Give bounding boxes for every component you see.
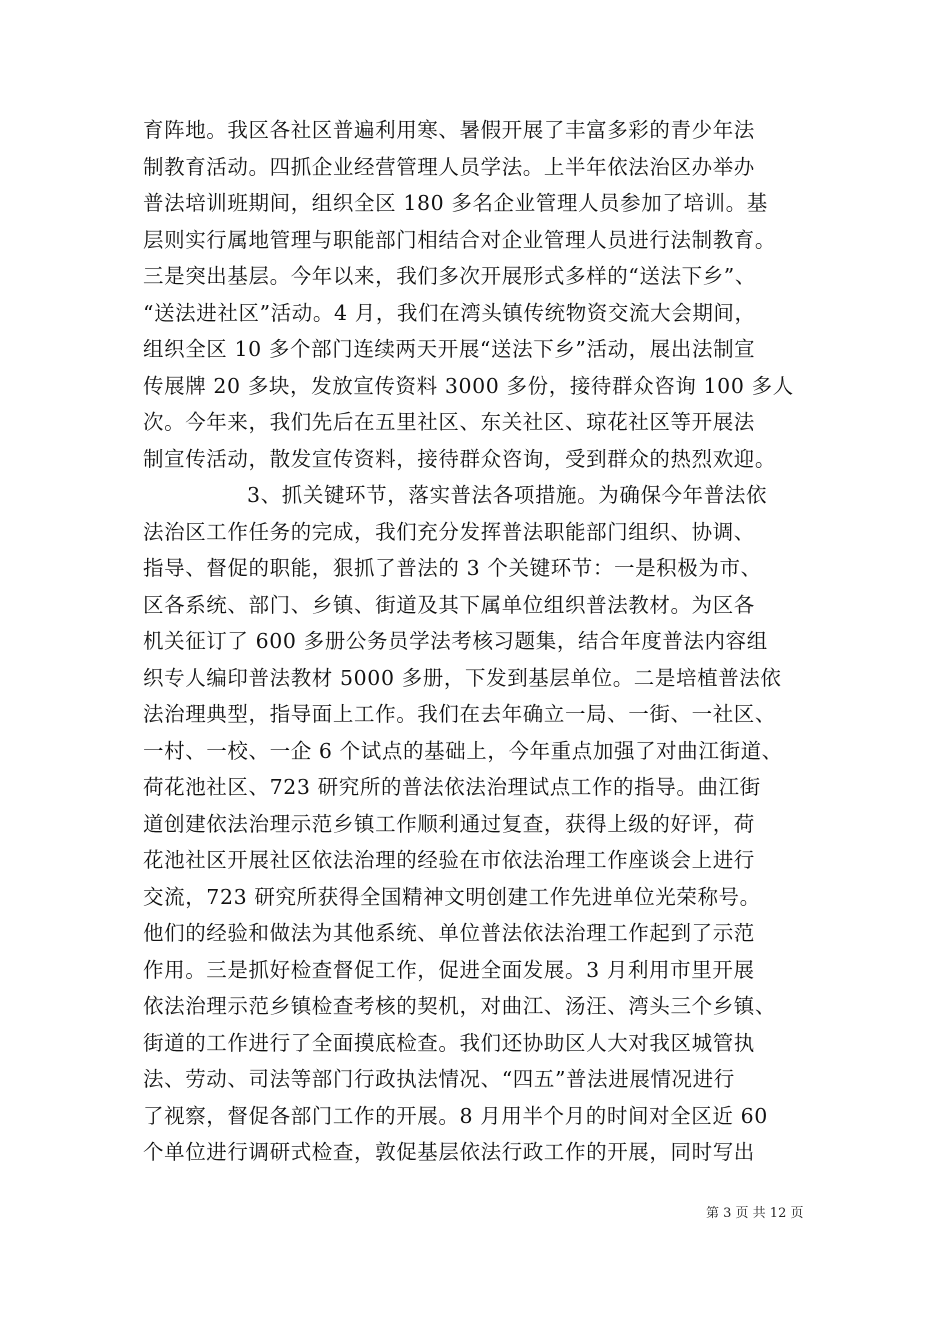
text-line: 交流，723 研究所获得全国精神文明创建工作先进单位光荣称号。	[143, 884, 761, 909]
text-line: 街道的工作进行了全面摸底检查。我们还协助区人大对我区城管执	[143, 1030, 755, 1055]
text-line: 法治理典型，指导面上工作。我们在去年确立一局、一街、一社区、	[143, 702, 776, 726]
text-line: 法治区工作任务的完成，我们充分发挥普法职能部门组织、协调、	[143, 519, 755, 544]
text-line: 一村、一校、一企 6 个试点的基础上，今年重点加强了对曲江街道、	[143, 738, 783, 763]
text-line: 个单位进行调研式检查，敦促基层依法行政工作的开展，同时写出	[143, 1140, 755, 1164]
text-line: 区各系统、部门、乡镇、街道及其下属单位组织普法教材。为区各	[143, 592, 755, 617]
text-line: 机关征订了 600 多册公务员学法考核习题集，结合年度普法内容组	[143, 629, 768, 653]
text-line: 道创建依法治理示范乡镇工作顺利通过复查，获得上级的好评，荷	[143, 811, 755, 836]
text-line: 育阵地。我区各社区普遍利用寒、暑假开展了丰富多彩的青少年法	[143, 118, 755, 142]
text-line: 了视察，督促各部门工作的开展。8 月用半个月的时间对全区近 60	[143, 1103, 768, 1128]
text-line: 次。今年来，我们先后在五里社区、东关社区、琼花社区等开展法	[143, 410, 755, 434]
text-line: 普法培训班期间，组织全区 180 多名企业管理人员参加了培训。基	[143, 191, 768, 215]
text-line: 制教育活动。四抓企业经营管理人员学法。上半年依法治区办举办	[143, 154, 755, 179]
body-text	[143, 112, 809, 1171]
text-line: 三是突出基层。今年以来，我们多次开展形式多样的“送法下乡”、	[143, 264, 756, 288]
text-line: 荷花池社区、723 研究所的普法依法治理试点工作的指导。曲江街	[143, 775, 761, 799]
page-number-footer: 第 3 页 共 12 页	[706, 1206, 804, 1221]
text-line: 依法治理示范乡镇检查考核的契机，对曲江、汤汪、湾头三个乡镇、	[143, 994, 776, 1018]
text-line: “送法进社区”活动。4 月，我们在湾头镇传统物资交流大会期间，	[143, 300, 756, 325]
text-line: 层则实行属地管理与职能部门相结合对企业管理人员进行法制教育。	[143, 227, 776, 252]
text-line: 织专人编印普法教材 5000 多册，下发到基层单位。二是培植普法依	[143, 665, 782, 690]
text-line: 法、劳动、司法等部门行政执法情况、“四五”普法进展情况进行	[143, 1067, 735, 1091]
text-line: 花池社区开展社区依法治理的经验在市依法治理工作座谈会上进行	[143, 848, 755, 872]
text-line: 作用。三是抓好检查督促工作，促进全面发展。3 月利用市里开展	[143, 957, 755, 982]
text-line: 指导、督促的职能，狠抓了普法的 3 个关键环节：一是积极为市、	[143, 556, 762, 580]
text-line: 组织全区 10 多个部门连续两天开展“送法下乡”活动，展出法制宣	[143, 337, 756, 361]
text-line: 他们的经验和做法为其他系统、单位普法依法治理工作起到了示范	[143, 921, 755, 945]
text-line: 制宣传活动，散发宣传资料，接待群众咨询，受到群众的热烈欢迎。	[143, 446, 776, 471]
text-line: 传展牌 20 多块，发放宣传资料 3000 多份，接待群众咨询 100 多人	[143, 373, 794, 398]
paragraph-start-line: 3、抓关键环节，落实普法各项措施。为确保今年普法依	[247, 483, 768, 507]
